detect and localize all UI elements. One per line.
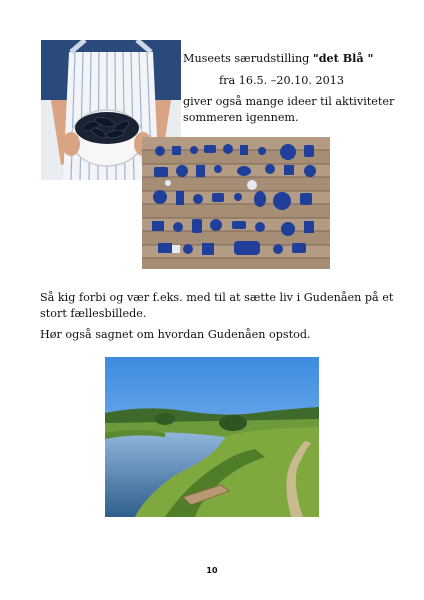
- page-number: 10: [206, 566, 218, 575]
- exhibition-dates: fra 16.5. –20.10. 2013: [219, 74, 344, 87]
- river-landscape-photo: [105, 357, 319, 517]
- exhibition-title: "det Blå ": [312, 51, 374, 65]
- exhibition-line-3: giver også mange ideer til aktiviteter: [183, 95, 395, 108]
- exhibition-line-1: [183, 50, 373, 67]
- blue-objects-photo: [142, 137, 330, 269]
- body-paragraph-1-line-2: stort fællesbillede.: [40, 307, 147, 320]
- exhibition-intro: Museets særudstilling: [183, 52, 313, 65]
- exhibition-line-4: sommeren igennem.: [183, 111, 299, 124]
- body-paragraph-2: Hør også sagnet om hvordan Gudenåen opstod.: [40, 328, 311, 341]
- body-paragraph-1-line-1: Så kig forbi og vær f.eks. med til at sætte liv i Gudenåen på et: [40, 291, 394, 304]
